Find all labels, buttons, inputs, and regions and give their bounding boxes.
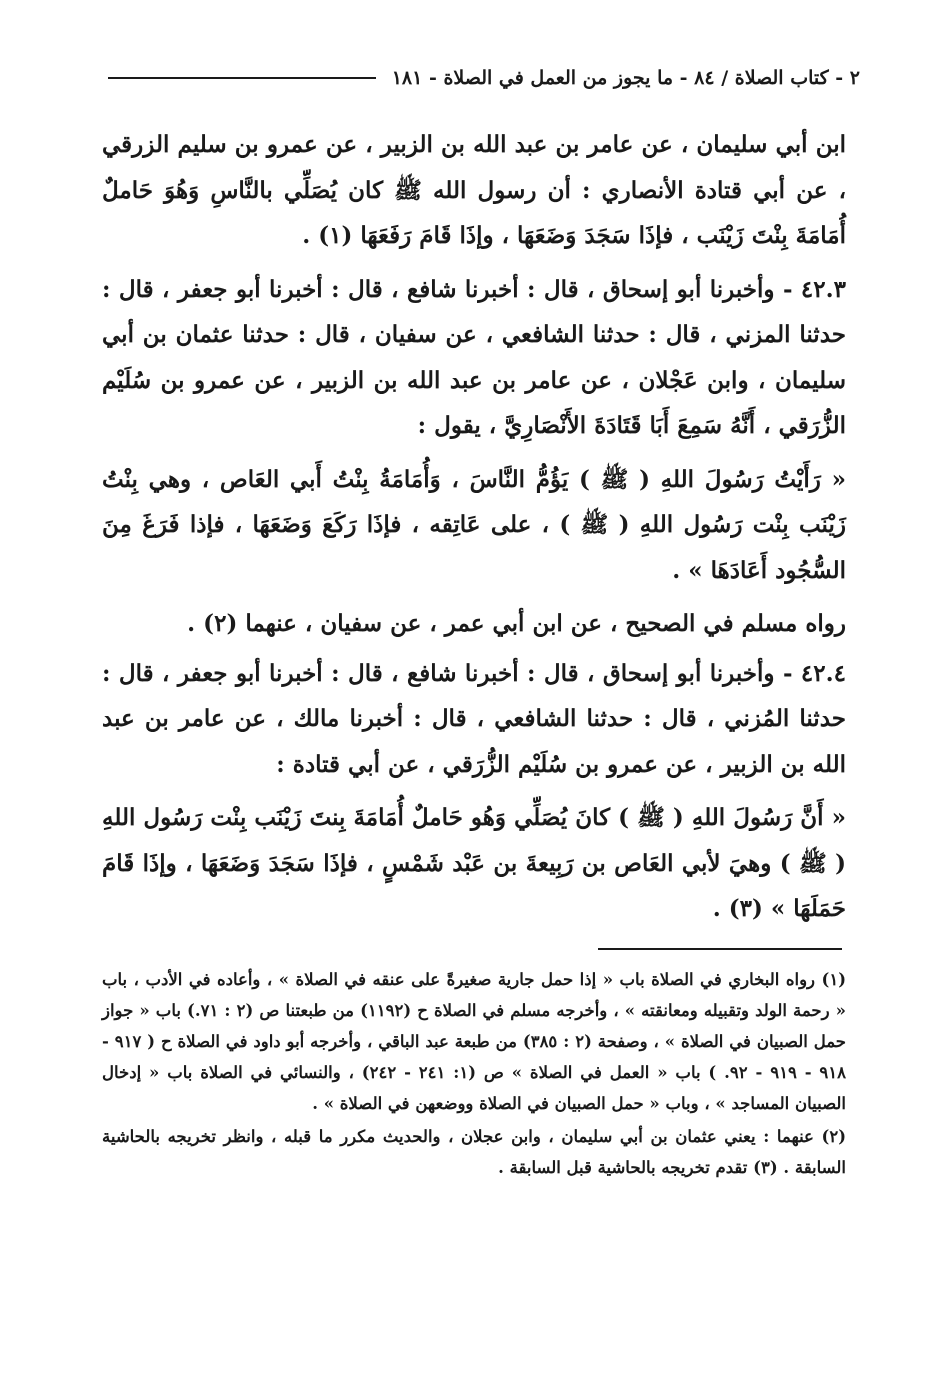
- paragraph: ٤٢.٣ - وأخبرنا أبو إسحاق ، قال : أخبرنا شافع ، قال : أخبرنا أبو جعفر ، قال : حدثنا المزني ، قال : حدثنا الشافعي ، عن سفيان ، قال : حدثنا عثمان بن أبي سليمان ، وابن عَجْلان ، عن عامر بن عبد الله بن الزبير ، عن عمرو بن سُلَيْم الزُّرَقي ، أَنَّهُ سَمِعَ أَبَا قَتَادَةَ الأَنْصَارِيَّ ، يقول :: [102, 275, 846, 439]
- footnote: (٢) عنهما : يعني عثمان بن أبي سليمان ، وابن عجلان ، والحديث مكرر ما قبله ، وانظر تخريجه بالحاشية السابقة . (٣) تقدم تخريجه بالحاشية قبل السابقة .: [102, 1127, 846, 1177]
- footnotes: [102, 964, 846, 1185]
- paragraph: ٤٢.٤ - وأخبرنا أبو إسحاق ، قال : أخبرنا شافع ، قال : أخبرنا أبو جعفر ، قال : حدثنا المُزني ، قال : حدثنا الشافعي ، قال : أخبرنا مالك ، عن عامر بن عبد الله بن الزبير ، عن عمرو بن سُلَيْم الزُّرَقي ، عن أبي قتادة :: [102, 659, 846, 778]
- main-text: [102, 122, 846, 940]
- header-title: ٢ - كتاب الصلاة / ٨٤ - ما يجوز من العمل في الصلاة - ١٨١: [391, 67, 860, 89]
- paragraph: « رَأَيْتُ رَسُولَ اللهِ ( ﷺ ) يَؤُمُّ النَّاسَ ، وَأُمَامَةُ بِنْتُ أَبي العَاص ، وهي بِنْتُ زَيْنَب بِنْت رَسُول اللهِ ( ﷺ ) ، على عَاتِقه ، فإذَا رَكَعَ وَضَعَهَا ، فإذا فَرَغَ مِنَ السُّجُود أَعَادَهَا » .: [102, 465, 846, 584]
- header-rule: [108, 77, 376, 79]
- footnote: (١) رواه البخاري في الصلاة باب « إذا حمل جارية صغيرةً على عنقه في الصلاة » ، وأعاده في الأدب ، باب « رحمة الولد وتقبيله ومعانقته » ، وأخرجه مسلم في الصلاة ح (١١٩٢) من طبعتنا ص (٢ : ٧١.) باب « جواز حمل الصبيان في الصلاة » ، وصفحة (٢ : ٣٨٥) من طبعة عبد الباقي ، وأخرجه أبو داود في الصلاة ح ( ٩١٧ - ٩١٨ - ٩١٩ - ٩٢. ) باب « العمل في الصلاة » ص (١: ٢٤١ - ٢٤٢) ، والنسائي في الصلاة باب « إدخال الصبيان المساجد » ، وباب « حمل الصبيان في الصلاة ووضعهن في الصلاة » .: [102, 970, 847, 1113]
- paragraph: رواه مسلم في الصحيح ، عن ابن أبي عمر ، عن سفيان ، عنهما (٢) .: [187, 610, 846, 637]
- paragraph: « أَنَّ رَسُولَ اللهِ ( ﷺ ) كانَ يُصَلِّي وَهُو حَاملٌ أُمَامَةَ بِنتَ زَيْنَب بِنْت رَسُول اللهِ ( ﷺ ) وهيَ لأبي العَاص بن رَبِيعةَ بن عَبْد شَمْسٍ ، فإذَا سَجَدَ وَضَعَهَا ، وإذَا قَامَ حَمَلَهَا » (٣) .: [102, 804, 846, 922]
- footnote-separator: [598, 948, 842, 950]
- running-header: [108, 58, 860, 98]
- paragraph: ابن أبي سليمان ، عن عامر بن عبد الله بن الزبير ، عن عمرو بن سليم الزرقي ، عن أبي قتادة الأنصاري : أن رسول الله ﷺ كان يُصَلِّي بالنَّاسِ وَهُوَ حَاملٌ أُمَامَةَ بِنْتَ زَيْنَب ، فإذَا سَجَدَ وَضَعَهَا ، وإذَا قَامَ رَفَعَهَا (١) .: [102, 131, 846, 249]
